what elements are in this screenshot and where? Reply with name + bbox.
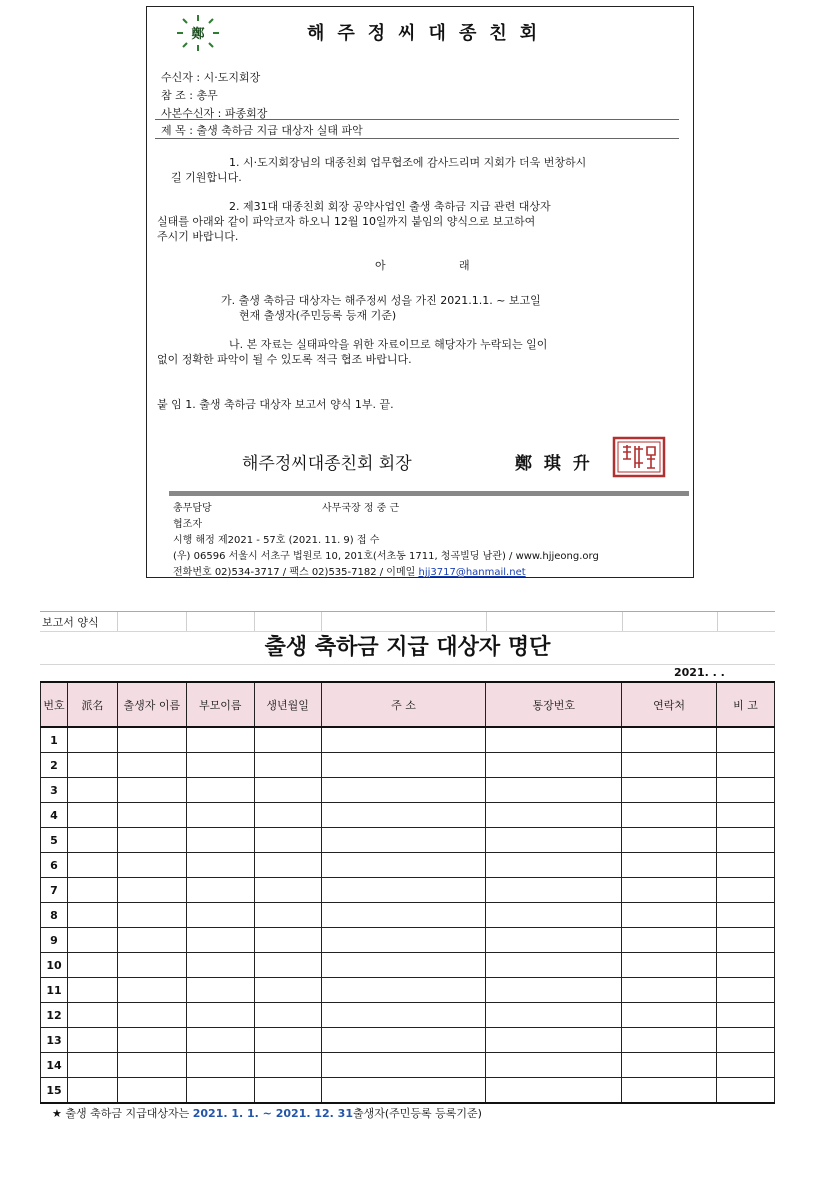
entry-cell[interactable] bbox=[254, 778, 321, 803]
clan-logo-icon bbox=[173, 13, 223, 53]
entry-cell[interactable] bbox=[67, 1028, 117, 1053]
table-row bbox=[41, 803, 775, 828]
table-row bbox=[41, 903, 775, 928]
entry-cell[interactable] bbox=[186, 1078, 254, 1104]
email-link[interactable]: hjj3717@hanmail.net bbox=[418, 567, 526, 578]
entry-cell[interactable] bbox=[186, 1053, 254, 1078]
entry-cell[interactable] bbox=[254, 878, 321, 903]
entry-cell[interactable] bbox=[321, 803, 486, 828]
item-ga-line-1: 가. 출생 축하금 대상자는 해주정씨 성을 가진 2021.1.1. ~ 보고일 bbox=[221, 294, 541, 307]
entry-cell[interactable] bbox=[254, 1028, 321, 1053]
entry-cell[interactable] bbox=[321, 903, 486, 928]
entry-cell[interactable] bbox=[717, 853, 775, 878]
entry-cell[interactable] bbox=[254, 1078, 321, 1104]
entry-cell[interactable] bbox=[254, 853, 321, 878]
entry-cell[interactable] bbox=[717, 953, 775, 978]
entry-cell[interactable] bbox=[254, 928, 321, 953]
entry-cell[interactable] bbox=[321, 1053, 486, 1078]
entry-cell[interactable] bbox=[622, 928, 717, 953]
entry-cell[interactable] bbox=[254, 903, 321, 928]
entry-cell[interactable] bbox=[67, 903, 117, 928]
entry-cell[interactable] bbox=[117, 903, 186, 928]
entry-cell[interactable] bbox=[117, 853, 186, 878]
recipient-list-table bbox=[40, 681, 775, 1104]
entry-cell[interactable] bbox=[117, 803, 186, 828]
paragraph-1-line-1: 1. 시·도지회장님의 대종친회 업무협조에 감사드리며 지회가 더욱 번창하시 bbox=[229, 156, 587, 169]
entry-cell[interactable] bbox=[622, 903, 717, 928]
entry-cell[interactable] bbox=[717, 778, 775, 803]
official-seal-icon bbox=[611, 435, 667, 479]
entry-cell[interactable] bbox=[622, 803, 717, 828]
footer-contact bbox=[173, 563, 526, 578]
footer-cooperator: 협조자 bbox=[173, 519, 202, 530]
entry-cell[interactable] bbox=[321, 727, 486, 753]
entry-cell[interactable] bbox=[486, 878, 622, 903]
report-date: 2021. . . bbox=[674, 666, 725, 679]
entry-cell[interactable] bbox=[67, 953, 117, 978]
logo-character: 鄭 bbox=[191, 27, 205, 42]
entry-cell[interactable] bbox=[486, 1003, 622, 1028]
column-header: 派名 bbox=[67, 682, 117, 727]
entry-cell[interactable] bbox=[254, 953, 321, 978]
row-number: 12 bbox=[41, 1003, 68, 1028]
entry-cell[interactable] bbox=[717, 928, 775, 953]
entry-cell[interactable] bbox=[186, 903, 254, 928]
row-number: 1 bbox=[41, 727, 68, 753]
entry-cell[interactable] bbox=[717, 1078, 775, 1104]
footer-address: (우) 06596 서울시 서초구 법원로 10, 201호(서초동 1711, 청곡빌딩 남관) / www.hjjeong.org bbox=[173, 551, 599, 562]
form-title: 출생 축하금 지급 대상자 명단 bbox=[40, 631, 775, 665]
item-ga-line-2: 현재 출생자(주민등록 등재 기준) bbox=[239, 309, 397, 322]
entry-cell[interactable] bbox=[321, 878, 486, 903]
column-header: 연락처 bbox=[622, 682, 717, 727]
entry-cell[interactable] bbox=[186, 978, 254, 1003]
row-number: 5 bbox=[41, 828, 68, 853]
column-header: 통장번호 bbox=[486, 682, 622, 727]
entry-cell[interactable] bbox=[321, 828, 486, 853]
cc-line: 사본수신자 : 파종회장 bbox=[161, 107, 268, 120]
table-header-row bbox=[41, 682, 775, 727]
row-number: 13 bbox=[41, 1028, 68, 1053]
table-row bbox=[41, 1003, 775, 1028]
row-number: 14 bbox=[41, 1053, 68, 1078]
entry-cell[interactable] bbox=[486, 803, 622, 828]
entry-cell[interactable] bbox=[67, 1078, 117, 1104]
entry-cell[interactable] bbox=[486, 1028, 622, 1053]
entry-cell[interactable] bbox=[717, 978, 775, 1003]
entry-cell[interactable] bbox=[67, 778, 117, 803]
footer-director: 사무국장 정 중 근 bbox=[322, 503, 400, 514]
entry-cell[interactable] bbox=[321, 778, 486, 803]
date-row bbox=[40, 665, 775, 681]
entry-cell[interactable] bbox=[622, 978, 717, 1003]
entry-cell[interactable] bbox=[622, 828, 717, 853]
column-header: 주 소 bbox=[321, 682, 486, 727]
entry-cell[interactable] bbox=[67, 1003, 117, 1028]
entry-cell[interactable] bbox=[717, 753, 775, 778]
table-row bbox=[41, 978, 775, 1003]
entry-cell[interactable] bbox=[622, 953, 717, 978]
entry-cell[interactable] bbox=[186, 878, 254, 903]
reference-line: 참 조 : 총무 bbox=[161, 89, 218, 102]
table-body bbox=[41, 727, 775, 1103]
entry-cell[interactable] bbox=[117, 878, 186, 903]
entry-cell[interactable] bbox=[321, 753, 486, 778]
entry-cell[interactable] bbox=[186, 803, 254, 828]
table-row bbox=[41, 953, 775, 978]
entry-cell[interactable] bbox=[486, 903, 622, 928]
entry-cell[interactable] bbox=[486, 727, 622, 753]
entry-cell[interactable] bbox=[117, 828, 186, 853]
entry-cell[interactable] bbox=[186, 928, 254, 953]
entry-cell[interactable] bbox=[486, 928, 622, 953]
recipient-line: 수신자 : 시·도지회장 bbox=[161, 71, 261, 84]
entry-cell[interactable] bbox=[717, 1003, 775, 1028]
footer-document-number: 시행 해정 제2021 - 57호 (2021. 11. 9) 접 수 bbox=[173, 535, 380, 546]
entry-cell[interactable] bbox=[67, 853, 117, 878]
entry-cell[interactable] bbox=[117, 1003, 186, 1028]
entry-cell[interactable] bbox=[321, 978, 486, 1003]
entry-cell[interactable] bbox=[186, 853, 254, 878]
entry-cell[interactable] bbox=[254, 828, 321, 853]
paragraph-1-line-2: 길 기원합니다. bbox=[171, 171, 242, 184]
entry-cell[interactable] bbox=[117, 727, 186, 753]
entry-cell[interactable] bbox=[186, 828, 254, 853]
entry-cell[interactable] bbox=[486, 1078, 622, 1104]
entry-cell[interactable] bbox=[622, 878, 717, 903]
paragraph-2-line-2: 실태를 아래와 같이 파악코자 하오니 12월 10일까지 붙임의 양식으로 보고하여 bbox=[157, 215, 536, 228]
row-number: 6 bbox=[41, 853, 68, 878]
entry-cell[interactable] bbox=[254, 978, 321, 1003]
entry-cell[interactable] bbox=[117, 778, 186, 803]
table-row bbox=[41, 1028, 775, 1053]
entry-cell[interactable] bbox=[717, 1028, 775, 1053]
entry-cell[interactable] bbox=[717, 828, 775, 853]
entry-cell[interactable] bbox=[117, 753, 186, 778]
entry-cell[interactable] bbox=[486, 1053, 622, 1078]
column-header: 번호 bbox=[41, 682, 68, 727]
entry-cell[interactable] bbox=[622, 727, 717, 753]
entry-cell[interactable] bbox=[186, 1028, 254, 1053]
entry-cell[interactable] bbox=[321, 1078, 486, 1104]
subject-line: 제 목 : 출생 축하금 지급 대상자 실태 파악 bbox=[161, 124, 363, 137]
official-letter bbox=[146, 6, 694, 578]
entry-cell[interactable] bbox=[622, 1053, 717, 1078]
entry-cell[interactable] bbox=[186, 778, 254, 803]
entry-cell[interactable] bbox=[486, 978, 622, 1003]
entry-cell[interactable] bbox=[717, 878, 775, 903]
entry-cell[interactable] bbox=[67, 803, 117, 828]
column-header: 출생자 이름 bbox=[117, 682, 186, 727]
table-row bbox=[41, 1078, 775, 1104]
entry-cell[interactable] bbox=[717, 803, 775, 828]
column-header: 생년월일 bbox=[254, 682, 321, 727]
signature-name: 鄭 琪 升 bbox=[515, 454, 593, 474]
footnote-prefix: ★ 출생 축하금 지급대상자는 bbox=[52, 1107, 193, 1120]
entry-cell[interactable] bbox=[321, 1028, 486, 1053]
row-number: 7 bbox=[41, 878, 68, 903]
entry-cell[interactable] bbox=[717, 1053, 775, 1078]
row-number: 9 bbox=[41, 928, 68, 953]
entry-cell[interactable] bbox=[186, 1003, 254, 1028]
entry-cell[interactable] bbox=[486, 953, 622, 978]
entry-cell[interactable] bbox=[186, 753, 254, 778]
report-form bbox=[40, 611, 775, 1127]
entry-cell[interactable] bbox=[321, 928, 486, 953]
item-na-line-1: 나. 본 자료는 실태파악을 위한 자료이므로 해당자가 누락되는 일이 bbox=[229, 338, 548, 351]
item-na-line-2: 없이 정확한 파악이 될 수 있도록 적극 협조 바랍니다. bbox=[157, 353, 412, 366]
column-header: 비 고 bbox=[717, 682, 775, 727]
table-row bbox=[41, 853, 775, 878]
entry-cell[interactable] bbox=[254, 1003, 321, 1028]
entry-cell[interactable] bbox=[117, 1028, 186, 1053]
column-header: 부모이름 bbox=[186, 682, 254, 727]
entry-cell[interactable] bbox=[486, 753, 622, 778]
entry-cell[interactable] bbox=[622, 1003, 717, 1028]
below-heading-a: 아 bbox=[375, 259, 386, 272]
entry-cell[interactable] bbox=[67, 928, 117, 953]
entry-cell[interactable] bbox=[622, 1028, 717, 1053]
row-number: 8 bbox=[41, 903, 68, 928]
attachment-line: 붙 임 1. 출생 축하금 대상자 보고서 양식 1부. 끝. bbox=[157, 398, 394, 411]
entry-cell[interactable] bbox=[486, 828, 622, 853]
subject-bar bbox=[155, 119, 679, 139]
entry-cell[interactable] bbox=[622, 778, 717, 803]
entry-cell[interactable] bbox=[186, 953, 254, 978]
entry-cell[interactable] bbox=[254, 753, 321, 778]
form-top-row bbox=[40, 611, 775, 632]
entry-cell[interactable] bbox=[67, 828, 117, 853]
entry-cell[interactable] bbox=[622, 1078, 717, 1104]
footnote-dates: 2021. 1. 1. ~ 2021. 12. 31 bbox=[192, 1107, 353, 1120]
table-row bbox=[41, 727, 775, 753]
entry-cell[interactable] bbox=[321, 853, 486, 878]
table-row bbox=[41, 928, 775, 953]
entry-cell[interactable] bbox=[486, 778, 622, 803]
entry-cell[interactable] bbox=[117, 953, 186, 978]
row-number: 3 bbox=[41, 778, 68, 803]
entry-cell[interactable] bbox=[254, 727, 321, 753]
form-label: 보고서 양식 bbox=[42, 616, 99, 629]
below-heading-b: 래 bbox=[459, 259, 470, 272]
entry-cell[interactable] bbox=[67, 878, 117, 903]
entry-cell[interactable] bbox=[117, 1078, 186, 1104]
entry-cell[interactable] bbox=[321, 1003, 486, 1028]
entry-cell[interactable] bbox=[254, 803, 321, 828]
row-number: 2 bbox=[41, 753, 68, 778]
paragraph-2-line-1: 2. 제31대 대종친회 회장 공약사업인 출생 축하금 지급 관련 대상자 bbox=[229, 200, 551, 213]
entry-cell[interactable] bbox=[622, 753, 717, 778]
entry-cell[interactable] bbox=[67, 978, 117, 1003]
table-row bbox=[41, 753, 775, 778]
row-number: 10 bbox=[41, 953, 68, 978]
row-number: 11 bbox=[41, 978, 68, 1003]
table-row bbox=[41, 1053, 775, 1078]
paragraph-2-line-3: 주시기 바랍니다. bbox=[157, 230, 239, 243]
table-row bbox=[41, 878, 775, 903]
table-row bbox=[41, 828, 775, 853]
entry-cell[interactable] bbox=[622, 853, 717, 878]
entry-cell[interactable] bbox=[186, 727, 254, 753]
footer-separator bbox=[169, 491, 689, 496]
organization-title: 해주정씨대종친회 bbox=[307, 23, 551, 44]
entry-cell[interactable] bbox=[321, 953, 486, 978]
footer-staff: 총무담당 bbox=[173, 503, 212, 514]
entry-cell[interactable] bbox=[117, 928, 186, 953]
entry-cell[interactable] bbox=[117, 1053, 186, 1078]
row-number: 4 bbox=[41, 803, 68, 828]
entry-cell[interactable] bbox=[717, 727, 775, 753]
row-number: 15 bbox=[41, 1078, 68, 1104]
table-row bbox=[41, 778, 775, 803]
entry-cell[interactable] bbox=[717, 903, 775, 928]
entry-cell[interactable] bbox=[254, 1053, 321, 1078]
footnote-suffix: 출생자(주민등록 등록기준) bbox=[352, 1107, 482, 1120]
entry-cell[interactable] bbox=[67, 727, 117, 753]
entry-cell[interactable] bbox=[486, 853, 622, 878]
entry-cell[interactable] bbox=[117, 978, 186, 1003]
footnote bbox=[52, 1105, 482, 1121]
entry-cell[interactable] bbox=[67, 753, 117, 778]
entry-cell[interactable] bbox=[67, 1053, 117, 1078]
signature-title: 해주정씨대종친회 회장 bbox=[242, 454, 412, 474]
footer-contact-text: 전화번호 02)534-3717 / 팩스 02)535-7182 / 이메일 bbox=[173, 567, 419, 578]
